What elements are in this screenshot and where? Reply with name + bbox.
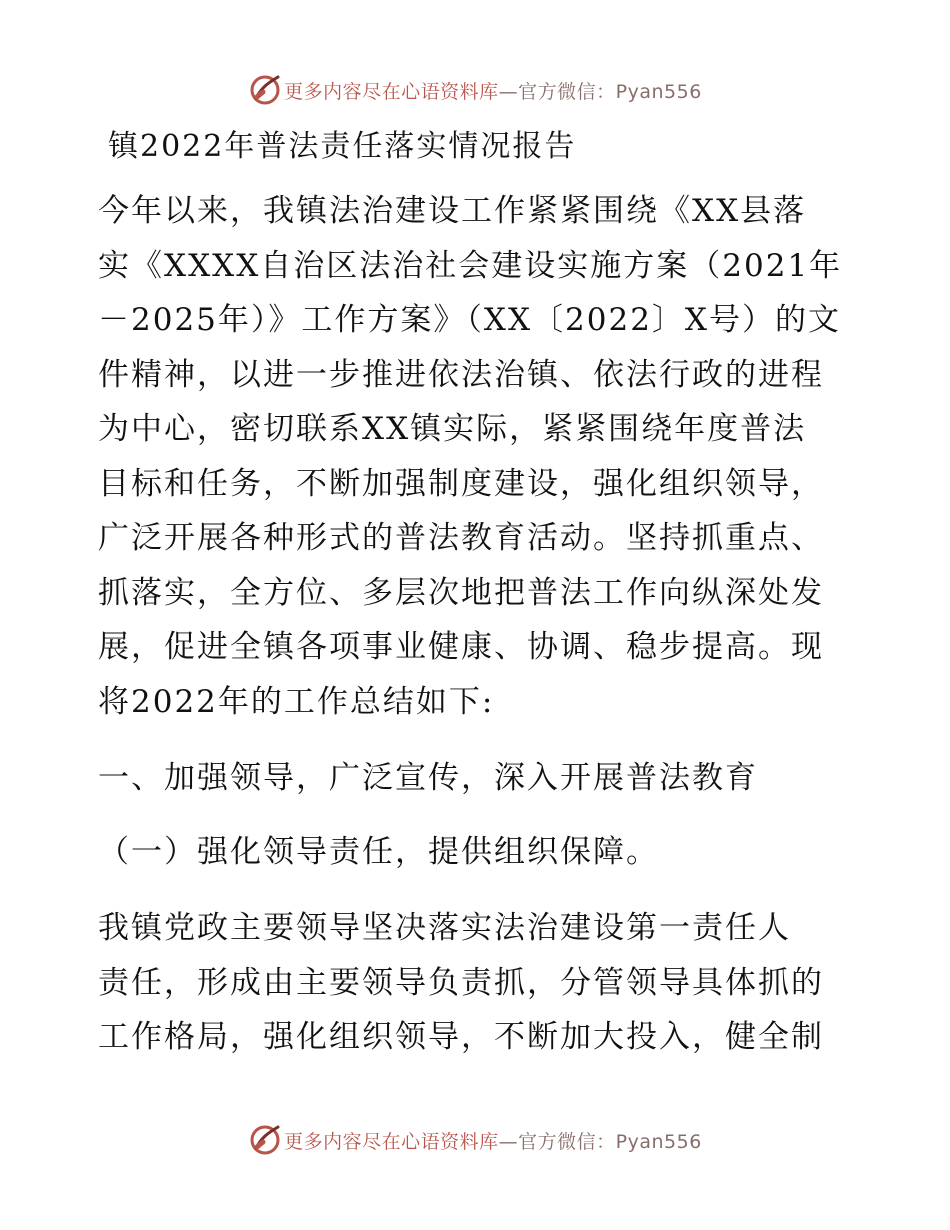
text-line: 责任，形成由主要领导负责抓，分管领导具体抓的 (98, 964, 824, 1001)
text-line: 件精神，以进一步推进依法治镇、依法行政的进程 (98, 356, 824, 393)
document-body (98, 122, 858, 1065)
text-line: 我镇党政主要领导坚决落实法治建设第一责任人 (98, 910, 791, 946)
header-watermark (0, 70, 950, 110)
text-line: 今年以来，我镇法治建设工作紧紧围绕《XX县落 (98, 193, 807, 229)
subsection-heading-1: （一）强化领导责任，提供组织保障。 (98, 834, 659, 870)
paragraph-leadership (98, 901, 858, 1065)
watermark-text: 更多内容尽在心语资料库—官方微信：Pyan556 (284, 1130, 702, 1153)
footer-watermark (0, 1120, 950, 1160)
brush-logo-icon (248, 73, 282, 107)
document-title: 镇2022年普法责任落实情况报告 (108, 129, 577, 164)
text-line: 将2022年的工作总结如下: (98, 683, 495, 720)
text-line: 实《XXXX自治区法治社会建设实施方案（2021年 (98, 247, 843, 284)
watermark-text: 更多内容尽在心语资料库—官方微信：Pyan556 (284, 80, 702, 103)
text-line: 为中心，密切联系XX镇实际，紧紧围绕年度普法 (98, 411, 807, 447)
text-line: 工作格局，强化组织领导，不断加大投入，健全制 (98, 1019, 824, 1055)
text-line: 抓落实，全方位、多层次地把普法工作向纵深处发 (98, 574, 824, 611)
text-line: －2025年）》工作方案》（XX〔2022〕X号）的文 (98, 302, 841, 338)
text-line: 广泛开展各种形式的普法教育活动。坚持抓重点、 (98, 520, 824, 556)
text-line: 展，促进全镇各项事业健康、协调、稳步提高。现 (98, 629, 824, 665)
brush-logo-icon (248, 1123, 282, 1157)
text-line: 目标和任务，不断加强制度建设，强化组织领导， (98, 465, 824, 502)
paragraph-intro (98, 184, 858, 729)
section-heading-1: 一、加强领导，广泛宣传，深入开展普法教育 (98, 760, 758, 796)
